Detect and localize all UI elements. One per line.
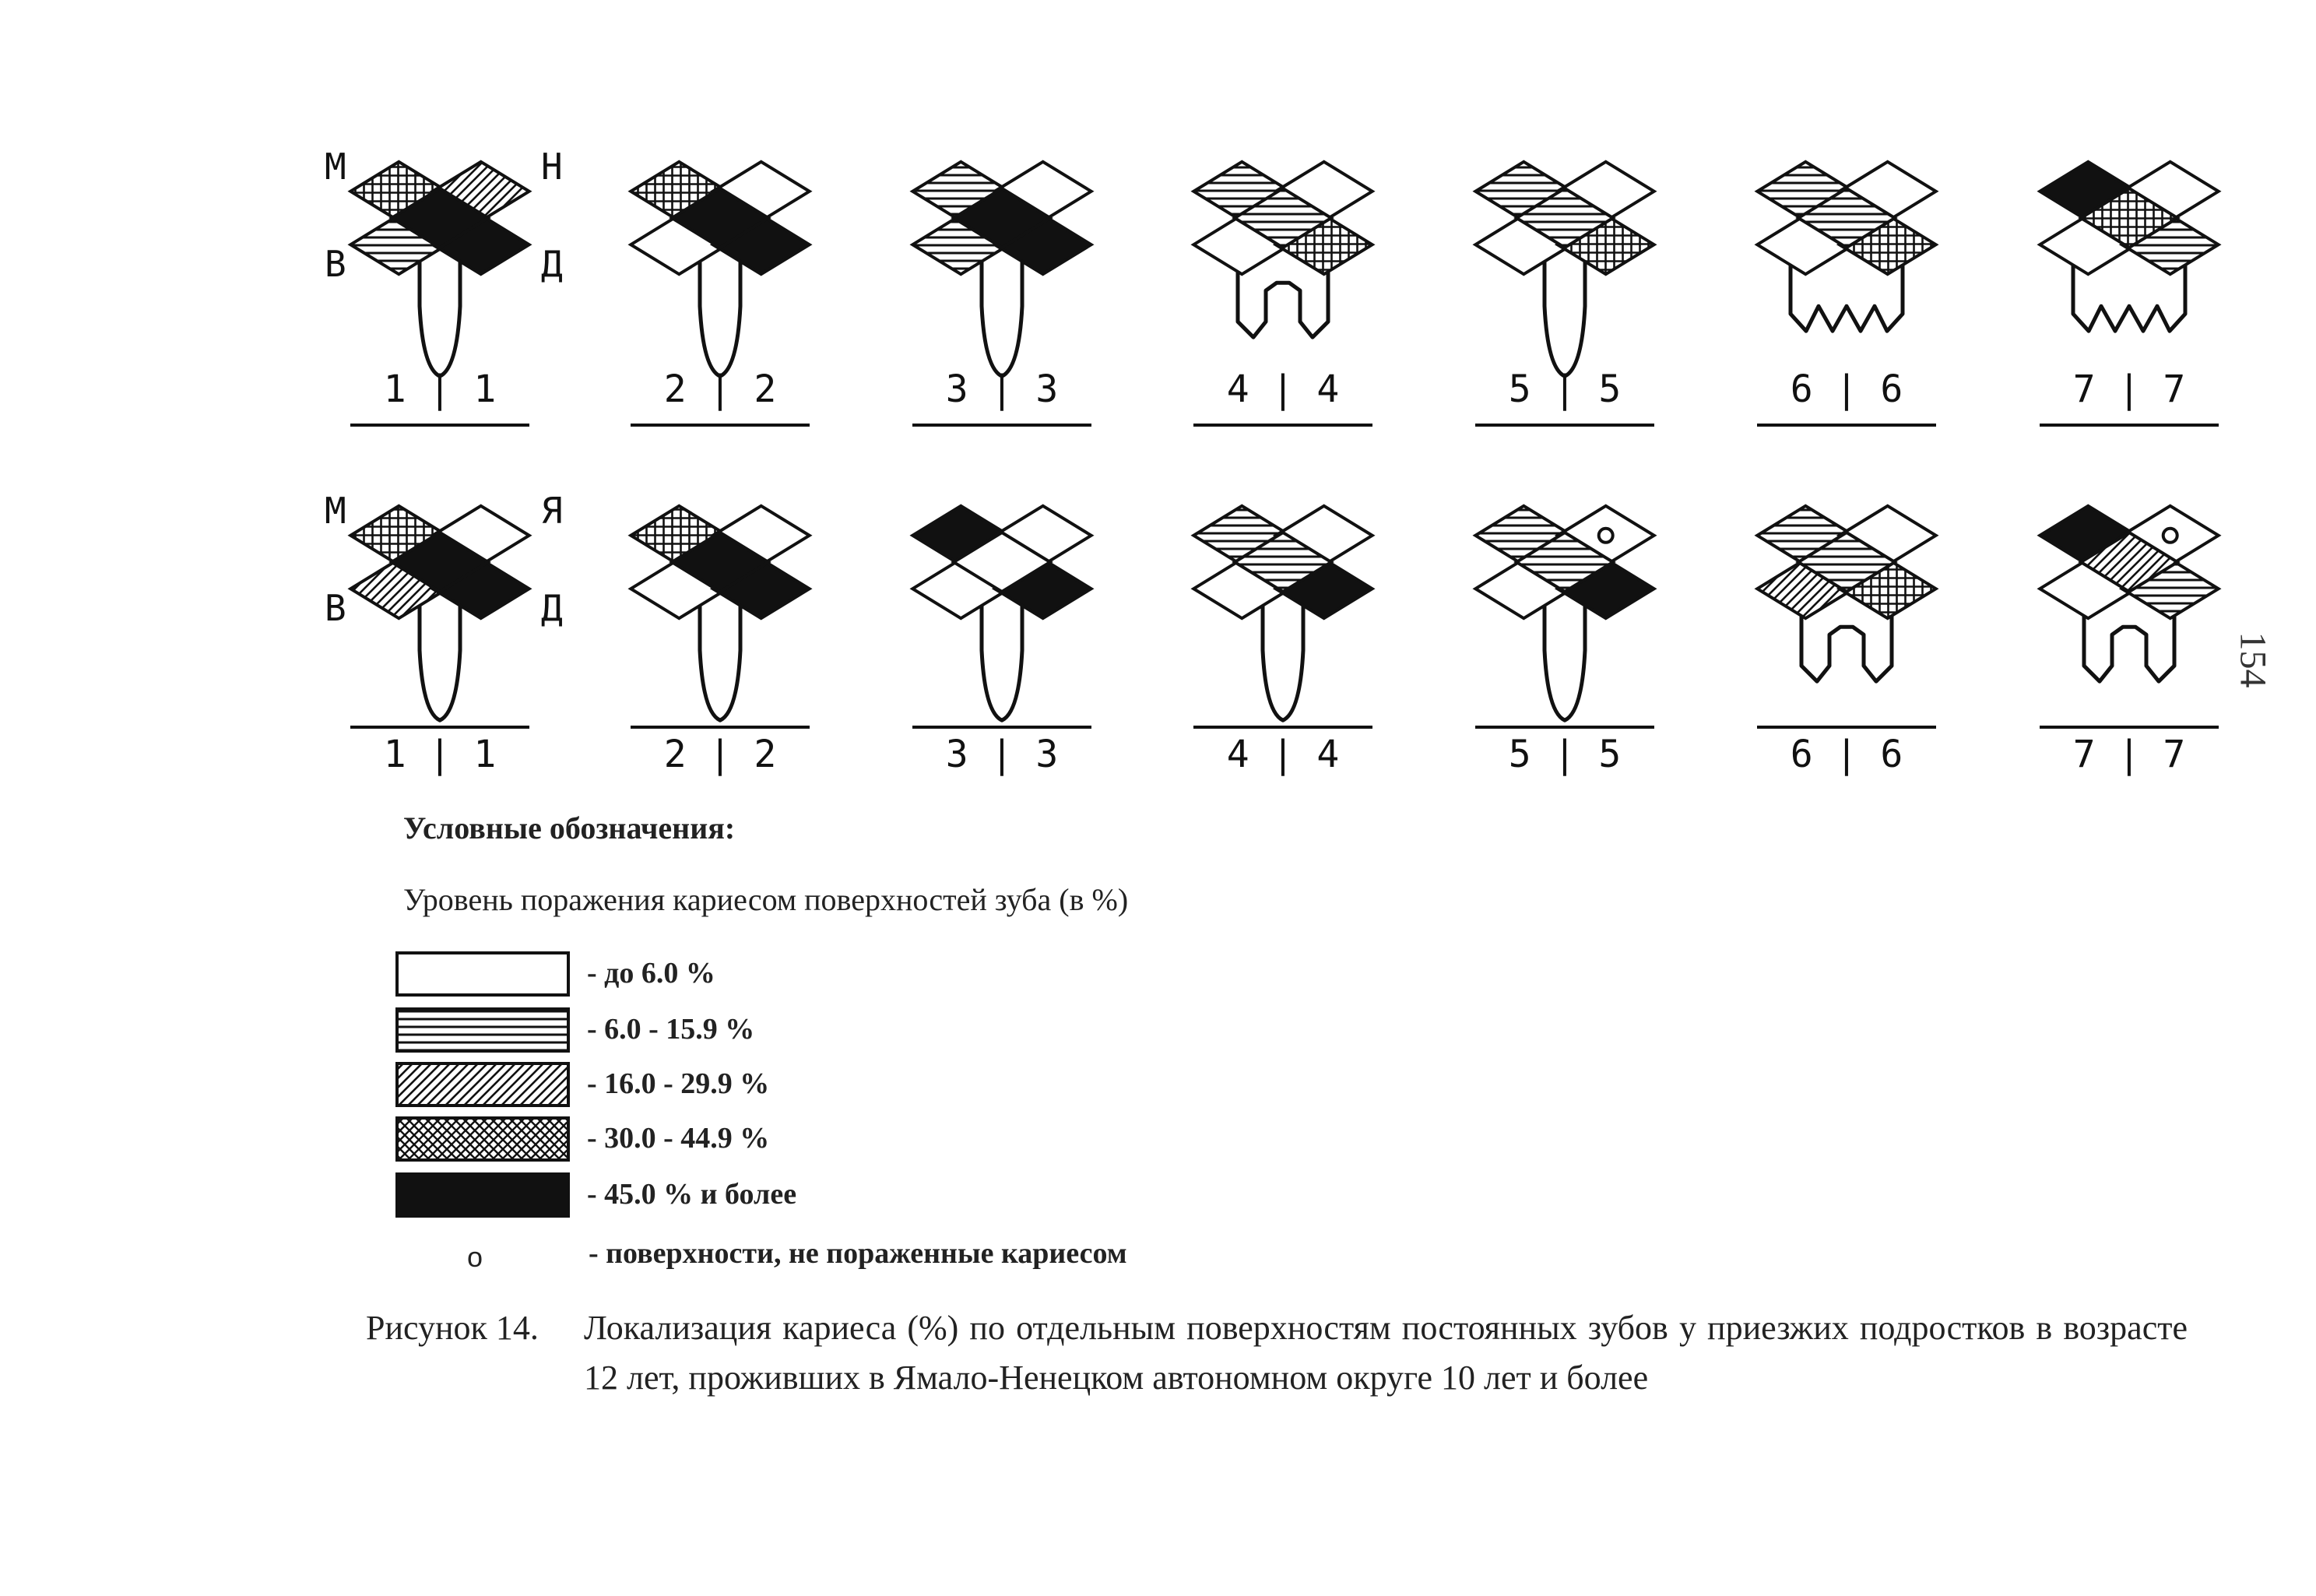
tooth-diagram (912, 506, 1091, 720)
tooth-number-label: 3 | 3 (945, 367, 1059, 411)
tooth-number-label: 6 | 6 (1790, 733, 1903, 776)
tooth-number-label: 4 | 4 (1226, 733, 1340, 776)
tooth-diagram (631, 506, 809, 720)
tooth-diagram (631, 162, 809, 376)
legend-label: - 6.0 - 15.9 % (587, 1013, 755, 1046)
surface-letter-bottom-right: Д (541, 243, 563, 285)
tooth-diagram (350, 162, 529, 376)
figure-caption-text: Локализация кариеса (%) по отдельным поверхностям постоянных зубов у приезжих подростков в возрасте 12 лет, проживших в Ямало-Ненецком автономном округе 10 лет и более (584, 1309, 2188, 1397)
tooth-number-label: 2 | 2 (663, 733, 777, 776)
legend-label: - 16.0 - 29.9 % (587, 1067, 770, 1100)
tooth-number-label: 4 | 4 (1226, 367, 1340, 411)
surface-letter-top-left: М (325, 490, 346, 532)
tooth-diagram (2040, 506, 2218, 681)
tooth-number-label: 5 | 5 (1508, 367, 1622, 411)
unaffected-circle (1599, 529, 1613, 543)
figure-caption-label: Рисунок 14. (366, 1309, 539, 1347)
tooth-number-label: 1 | 1 (383, 367, 497, 411)
surface-letter-bottom-left: В (325, 587, 346, 629)
tooth-diagram (1757, 506, 1935, 681)
surface-letter-top-right: Я (541, 490, 563, 532)
tooth-diagram (350, 506, 529, 720)
legend-label: - 45.0 % и более (587, 1178, 797, 1211)
tooth-diagram (1757, 162, 1935, 331)
tooth-number-label: 7 | 7 (2072, 367, 2186, 411)
tooth-number-label: 1 | 1 (383, 733, 497, 776)
tooth-number-label: 6 | 6 (1790, 367, 1903, 411)
legend-circle-label: - поверхности, не пораженные кариесом (589, 1237, 1127, 1270)
page-number: 154 (2232, 631, 2274, 688)
surface-letter-bottom-right: Д (541, 587, 563, 629)
legend-label: - 30.0 - 44.9 % (587, 1122, 770, 1155)
surface-letter-top-right: Н (541, 146, 563, 188)
legend-title: Условные обозначения: (403, 810, 736, 845)
tooth-diagram (912, 162, 1091, 376)
tooth-number-label: 3 | 3 (945, 733, 1059, 776)
tooth-number-label: 7 | 7 (2072, 733, 2186, 776)
tooth-diagram (1193, 162, 1372, 337)
tooth-diagram (1193, 506, 1372, 720)
tooth-number-label: 2 | 2 (663, 367, 777, 411)
tooth-diagram (1475, 506, 1654, 720)
legend-circle-symbol: о (467, 1241, 483, 1273)
legend-subtitle: Уровень поражения кариесом поверхностей зуба (в %) (403, 882, 1129, 917)
tooth-diagram (1475, 162, 1654, 376)
tooth-diagram (2040, 162, 2218, 331)
surface-letter-top-left: М (325, 146, 346, 188)
unaffected-circle (2163, 529, 2177, 543)
surface-letter-bottom-left: В (325, 243, 346, 285)
tooth-number-label: 5 | 5 (1508, 733, 1622, 776)
legend-label: - до 6.0 % (587, 957, 715, 990)
